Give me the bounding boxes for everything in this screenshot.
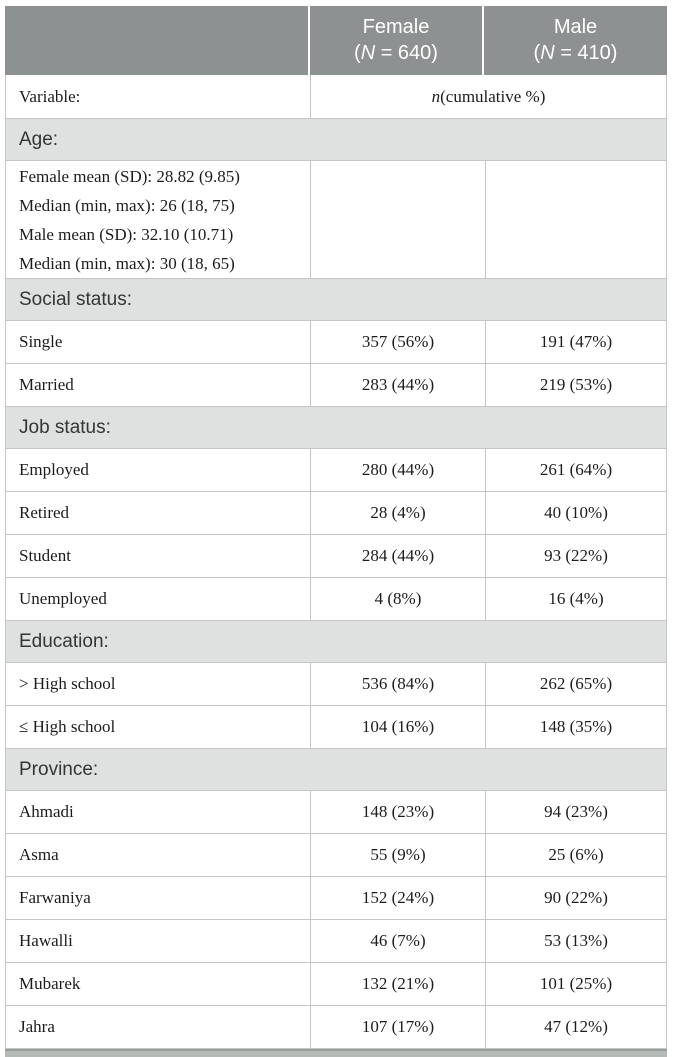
row-label: Hawalli: [6, 920, 311, 962]
demographics-table: [5, 6, 667, 1057]
age-stats-text: [6, 161, 311, 278]
table-row: [6, 663, 666, 706]
table-row: [6, 449, 666, 492]
female-n-count: (N = 640): [354, 41, 438, 64]
age-male-cell-empty: [486, 161, 666, 278]
female-value: 283 (44%): [311, 364, 486, 406]
female-value: 357 (56%): [311, 321, 486, 363]
table-header: [5, 6, 667, 75]
section-header-education: Education:: [6, 621, 666, 663]
male-value: 148 (35%): [539, 717, 613, 736]
table-row: [6, 578, 666, 621]
table-row: [6, 834, 666, 877]
female-value: 152 (24%): [311, 877, 486, 919]
row-label: Student: [6, 535, 311, 577]
female-value: 148 (23%): [311, 791, 486, 833]
row-label: Employed: [6, 449, 311, 491]
male-value: 16 (4%): [548, 589, 604, 608]
male-n-count: (N = 410): [533, 41, 618, 64]
male-value: 101 (25%): [539, 974, 613, 993]
male-value: 47 (12%): [544, 1017, 608, 1036]
section-header-province: Province:: [6, 749, 666, 791]
male-value: 93 (22%): [544, 546, 608, 565]
male-value: 261 (64%): [539, 460, 613, 479]
female-value: 55 (9%): [311, 834, 486, 876]
male-value: 262 (65%): [539, 674, 613, 693]
table-row: [6, 535, 666, 578]
row-label: Retired: [6, 492, 311, 534]
male-value: 25 (6%): [548, 845, 604, 864]
female-value: 104 (16%): [311, 706, 486, 748]
female-value: 28 (4%): [311, 492, 486, 534]
row-label: Married: [6, 364, 311, 406]
row-label: Asma: [6, 834, 311, 876]
row-label: > High school: [6, 663, 311, 705]
section-header-age: Age:: [6, 119, 666, 161]
female-value: 280 (44%): [311, 449, 486, 491]
male-value: 219 (53%): [539, 375, 613, 394]
table-row: [6, 364, 666, 407]
variable-row: [6, 75, 666, 119]
section-header-job-status: Job status:: [6, 407, 666, 449]
table-row: [6, 963, 666, 1006]
table-row: [6, 321, 666, 364]
table-row: [6, 877, 666, 920]
cumulative-percent-label: n (cumulative %): [431, 86, 546, 106]
male-value: 40 (10%): [544, 503, 608, 522]
age-line-male-mean: Male mean (SD): 32.10 (10.71): [19, 224, 234, 244]
female-value: 536 (84%): [311, 663, 486, 705]
table-row: [6, 492, 666, 535]
variable-label: Variable:: [6, 75, 311, 118]
row-label: Jahra: [6, 1006, 311, 1048]
header-cell-female: [310, 6, 482, 75]
row-label: ≤ High school: [6, 706, 311, 748]
age-line-female-median: Median (min, max): 26 (18, 75): [19, 195, 235, 215]
table-row: [6, 1006, 666, 1049]
male-column-label: Male: [553, 15, 598, 38]
female-value: 107 (17%): [311, 1006, 486, 1048]
table-row: [6, 920, 666, 963]
table-row: [6, 791, 666, 834]
row-label: Unemployed: [6, 578, 311, 620]
male-value: 90 (22%): [544, 888, 608, 907]
male-value: 94 (23%): [544, 802, 608, 821]
age-line-male-median: Median (min, max): 30 (18, 65): [19, 253, 235, 273]
row-label: Farwaniya: [6, 877, 311, 919]
header-cell-male: [484, 6, 667, 75]
age-line-female-mean: Female mean (SD): 28.82 (9.85): [19, 166, 240, 186]
row-label: Mubarek: [6, 963, 311, 1005]
female-value: 46 (7%): [311, 920, 486, 962]
header-cell-empty: [5, 6, 308, 75]
female-value: 284 (44%): [311, 535, 486, 577]
row-label: Single: [6, 321, 311, 363]
male-value: 191 (47%): [539, 332, 613, 351]
female-column-label: Female: [362, 15, 430, 38]
male-value: 53 (13%): [544, 931, 608, 950]
age-stats-row: [6, 161, 666, 279]
section-header-social-status: Social status:: [6, 279, 666, 321]
table-row: [6, 706, 666, 749]
female-value: 132 (21%): [311, 963, 486, 1005]
table-body: [5, 75, 667, 1049]
female-value: 4 (8%): [311, 578, 486, 620]
age-female-cell-empty: [311, 161, 486, 278]
row-label: Ahmadi: [6, 791, 311, 833]
